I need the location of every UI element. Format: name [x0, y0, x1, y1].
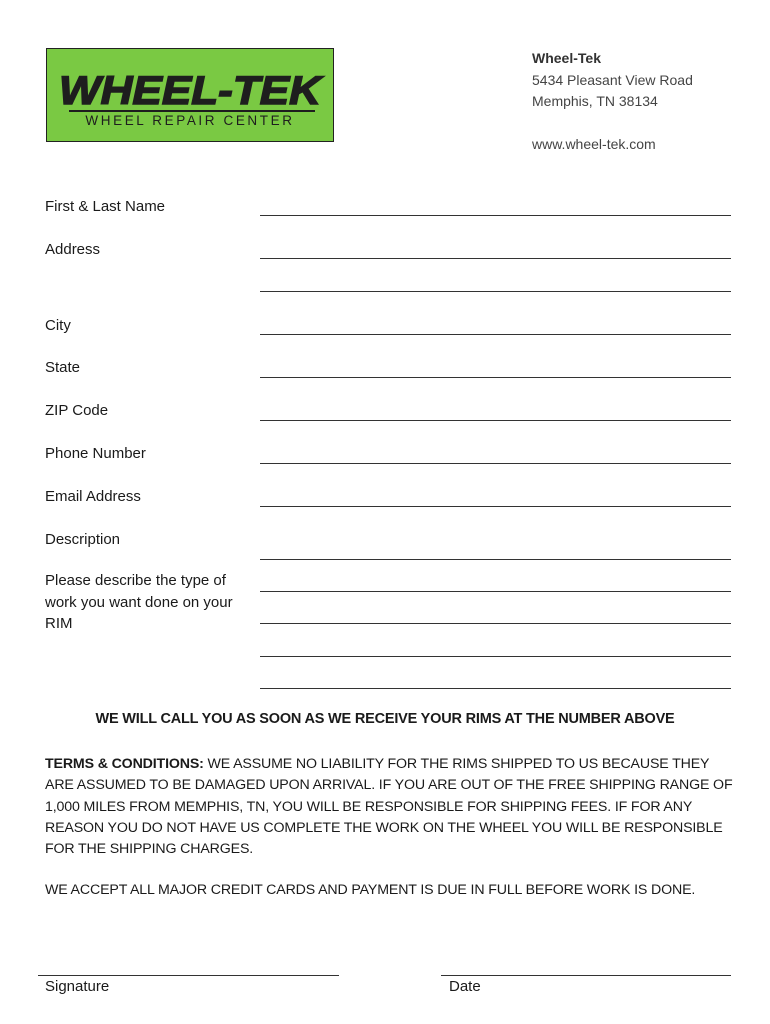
- description-help: Please describe the type of work you want done on your RIM: [45, 572, 233, 632]
- terms-body: WE ASSUME NO LIABILITY FOR THE RIMS SHIPPED TO US BECAUSE THEY ARE ASSUMED TO BE DAMAGED UPON ARRIVAL. IF YOU ARE OUT OF THE FREE SHIPPING RANGE OF 1,000 MILES FROM MEMPHIS, TN, YOU WILL BE RESPONSIBLE FOR SHIPPING FEES. IF FOR ANY REASON YOU DO NOT HAVE US COMPLETE THE WORK ON THE WHEEL YOU WILL BE RESPONSIBLE FOR THE SHIPPING CHARGES.: [45, 756, 733, 858]
- logo-tagline: WHEEL REPAIR CENTER: [85, 113, 295, 128]
- logo-graphic: [47, 49, 333, 141]
- company-name: Wheel-Tek: [532, 50, 601, 66]
- email-field[interactable]: [260, 506, 731, 507]
- phone-field[interactable]: [260, 463, 731, 464]
- terms-paragraph: [45, 754, 735, 860]
- address-label: Address: [45, 241, 101, 258]
- name-field[interactable]: [260, 215, 731, 216]
- address-field-1[interactable]: [260, 258, 731, 259]
- description-field-2[interactable]: [260, 591, 731, 592]
- company-website: www.wheel-tek.com: [532, 136, 656, 152]
- email-label: Email Address: [45, 488, 141, 505]
- signature-label: Signature: [45, 978, 110, 995]
- description-label: Description: [45, 531, 121, 548]
- description-field-5[interactable]: [260, 688, 731, 689]
- state-label: State: [45, 359, 81, 376]
- phone-label: Phone Number: [45, 445, 146, 462]
- description-field-4[interactable]: [260, 656, 731, 657]
- state-field[interactable]: [260, 377, 731, 378]
- payment-note: WE ACCEPT ALL MAJOR CREDIT CARDS AND PAYMENT IS DUE IN FULL BEFORE WORK IS DONE.: [45, 882, 696, 898]
- zip-field[interactable]: [260, 420, 731, 421]
- terms-heading: TERMS & CONDITIONS:: [45, 756, 204, 772]
- city-label: City: [45, 317, 71, 334]
- company-street: 5434 Pleasant View Road: [532, 72, 693, 88]
- signature-field[interactable]: [38, 975, 339, 976]
- logo-wordmark: WHEEL-TEK: [59, 69, 325, 113]
- callback-notice: WE WILL CALL YOU AS SOON AS WE RECEIVE YOUR RIMS AT THE NUMBER ABOVE: [95, 711, 675, 727]
- description-field-3[interactable]: [260, 623, 731, 624]
- date-label: Date: [449, 978, 481, 995]
- company-city: Memphis, TN 38134: [532, 93, 658, 109]
- company-logo: [46, 48, 334, 142]
- zip-label: ZIP Code: [45, 402, 109, 419]
- name-label: First & Last Name: [45, 198, 166, 215]
- address-field-2[interactable]: [260, 291, 731, 292]
- date-field[interactable]: [441, 975, 731, 976]
- description-field-1[interactable]: [260, 559, 731, 560]
- city-field[interactable]: [260, 334, 731, 335]
